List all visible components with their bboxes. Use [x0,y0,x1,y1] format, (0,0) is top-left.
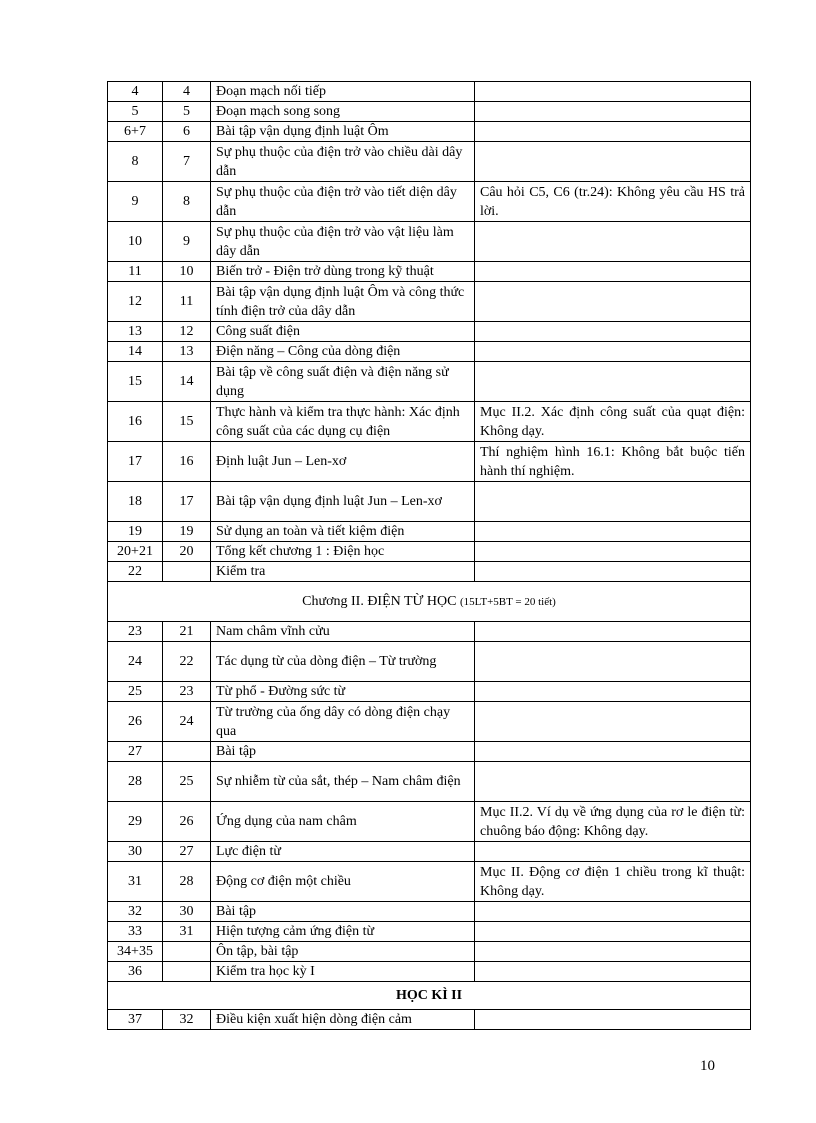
chapter-lesson-count: (15LT+5BT = 20 tiết) [459,595,556,608]
period-cell: 33 [108,922,163,942]
adjustment-note-cell [475,522,751,542]
lesson-title-cell: Nam châm vĩnh cửu [211,622,475,642]
period-cell: 31 [108,862,163,902]
period-cell: 34+35 [108,942,163,962]
lesson-title-cell: Sự phụ thuộc của điện trở vào vật liệu làm dây dẫn [211,222,475,262]
table-row [108,222,751,262]
table-row [108,522,751,542]
table-row [108,122,751,142]
table-row [108,762,751,802]
lesson-title-cell: Kiểm tra [211,562,475,582]
lesson-title-cell: Điều kiện xuất hiện dòng điện cảm [211,1010,475,1030]
period-cell: 19 [108,522,163,542]
period-cell: 26 [108,702,163,742]
period-cell: 17 [108,442,163,482]
lesson-title-cell: Ôn tập, bài tập [211,942,475,962]
table-row [108,442,751,482]
lesson-title-cell: Bài tập [211,902,475,922]
lesson-title-cell: Bài tập vận dụng định luật Ôm [211,122,475,142]
adjustment-note-cell [475,942,751,962]
adjustment-note-cell [475,562,751,582]
table-row [108,402,751,442]
table-row [108,922,751,942]
lesson-cell [163,942,211,962]
table-row [108,842,751,862]
lesson-title-cell: Sử dụng an toàn và tiết kiệm điện [211,522,475,542]
table-row [108,942,751,962]
lesson-cell: 11 [163,282,211,322]
lesson-title-cell: Tổng kết chương 1 : Điện học [211,542,475,562]
table-row [108,322,751,342]
period-cell: 16 [108,402,163,442]
lesson-title-cell: Từ phổ - Đường sức từ [211,682,475,702]
lesson-cell: 22 [163,642,211,682]
adjustment-note-cell [475,682,751,702]
adjustment-note-cell: Câu hỏi C5, C6 (tr.24): Không yêu cầu HS trả lời. [475,182,751,222]
lesson-cell: 17 [163,482,211,522]
period-cell: 9 [108,182,163,222]
table-row [108,142,751,182]
table-row [108,342,751,362]
lesson-title-cell: Lực điện từ [211,842,475,862]
table-row [108,642,751,682]
adjustment-note-cell [475,82,751,102]
lesson-cell: 24 [163,702,211,742]
adjustment-note-cell [475,902,751,922]
period-cell: 25 [108,682,163,702]
adjustment-note-cell [475,962,751,982]
period-cell: 14 [108,342,163,362]
adjustment-note-cell: Mục II.2. Xác định công suất của quạt điện: Không dạy. [475,402,751,442]
table-row [108,102,751,122]
lesson-cell: 30 [163,902,211,922]
period-cell: 13 [108,322,163,342]
semester-heading: HỌC KÌ II [108,982,751,1010]
lesson-title-cell: Động cơ điện một chiều [211,862,475,902]
lesson-cell [163,562,211,582]
period-cell: 24 [108,642,163,682]
lesson-cell: 8 [163,182,211,222]
table-row [108,962,751,982]
adjustment-note-cell [475,342,751,362]
lesson-title-cell: Từ trường của ống dây có dòng điện chạy qua [211,702,475,742]
period-cell: 32 [108,902,163,922]
period-cell: 36 [108,962,163,982]
period-cell: 22 [108,562,163,582]
adjustment-note-cell: Thí nghiệm hình 16.1: Không bắt buộc tiến hành thí nghiệm. [475,442,751,482]
table-row [108,482,751,522]
adjustment-note-cell [475,482,751,522]
lesson-cell [163,742,211,762]
table-row [108,1010,751,1030]
period-cell: 28 [108,762,163,802]
lesson-title-cell: Thực hành và kiểm tra thực hành: Xác định công suất của các dụng cụ điện [211,402,475,442]
chapter-title: Chương II. ĐIỆN TỪ HỌC [302,593,457,609]
lesson-title-cell: Biến trở - Điện trở dùng trong kỹ thuật [211,262,475,282]
lesson-cell: 21 [163,622,211,642]
adjustment-note-cell [475,322,751,342]
adjustment-note-cell: Mục II. Động cơ điện 1 chiều trong kĩ thuật: Không dạy. [475,862,751,902]
lesson-cell: 27 [163,842,211,862]
lesson-cell: 13 [163,342,211,362]
lesson-title-cell: Bài tập về công suất điện và điện năng sử dụng [211,362,475,402]
semester2-rows [108,1010,751,1030]
adjustment-note-cell [475,142,751,182]
adjustment-note-cell [475,842,751,862]
adjustment-note-cell [475,622,751,642]
period-cell: 37 [108,1010,163,1030]
chapter-heading-row [108,582,751,622]
adjustment-note-cell [475,702,751,742]
lesson-title-cell: Đoạn mạch nối tiếp [211,82,475,102]
lesson-title-cell: Sự nhiễm từ của sắt, thép – Nam châm điện [211,762,475,802]
period-cell: 27 [108,742,163,762]
table-row [108,182,751,222]
lesson-cell: 6 [163,122,211,142]
lesson-title-cell: Ứng dụng của nam châm [211,802,475,842]
lesson-title-cell: Công suất điện [211,322,475,342]
adjustment-note-cell [475,102,751,122]
adjustment-note-cell [475,122,751,142]
lesson-cell: 10 [163,262,211,282]
chapter2-rows [108,622,751,982]
table-row [108,802,751,842]
table-row [108,282,751,322]
table-row [108,362,751,402]
period-cell: 5 [108,102,163,122]
period-cell: 15 [108,362,163,402]
adjustment-note-cell [475,1010,751,1030]
table-row [108,742,751,762]
adjustment-note-cell [475,362,751,402]
semester-heading-row [108,982,751,1010]
semester-header-group [108,982,751,1010]
chapter2-header-group [108,582,751,622]
lesson-cell: 4 [163,82,211,102]
adjustment-note-cell [475,542,751,562]
period-cell: 23 [108,622,163,642]
lesson-title-cell: Kiểm tra học kỳ I [211,962,475,982]
lesson-title-cell: Bài tập vận dụng định luật Ôm và công thức tính điện trở của dây dẫn [211,282,475,322]
lesson-cell: 5 [163,102,211,122]
table-row [108,622,751,642]
period-cell: 12 [108,282,163,322]
lesson-title-cell: Điện năng – Công của dòng điện [211,342,475,362]
table-row [108,262,751,282]
period-cell: 20+21 [108,542,163,562]
lesson-title-cell: Bài tập vận dụng định luật Jun – Len-xơ [211,482,475,522]
page-number: 10 [700,1058,715,1074]
lesson-title-cell: Sự phụ thuộc của điện trở vào tiết diện dây dẫn [211,182,475,222]
lesson-title-cell: Hiện tượng cảm ứng điện từ [211,922,475,942]
table-row [108,562,751,582]
table-row [108,702,751,742]
lesson-cell [163,962,211,982]
period-cell: 6+7 [108,122,163,142]
lesson-cell: 31 [163,922,211,942]
lesson-cell: 28 [163,862,211,902]
lesson-title-cell: Tác dụng từ của dòng điện – Từ trường [211,642,475,682]
adjustment-note-cell [475,642,751,682]
lesson-title-cell: Bài tập [211,742,475,762]
adjustment-note-cell [475,282,751,322]
period-cell: 11 [108,262,163,282]
period-cell: 18 [108,482,163,522]
lesson-cell: 20 [163,542,211,562]
lesson-cell: 7 [163,142,211,182]
table-row [108,902,751,922]
lesson-title-cell: Định luật Jun – Len-xơ [211,442,475,482]
chapter-heading [108,582,751,622]
lesson-title-cell: Sự phụ thuộc của điện trở vào chiều dài dây dẫn [211,142,475,182]
period-cell: 29 [108,802,163,842]
lesson-cell: 15 [163,402,211,442]
adjustment-note-cell [475,762,751,802]
lesson-cell: 23 [163,682,211,702]
adjustment-note-cell [475,222,751,262]
lesson-cell: 12 [163,322,211,342]
period-cell: 30 [108,842,163,862]
syllabus-table [107,81,751,1030]
period-cell: 10 [108,222,163,262]
table-row [108,682,751,702]
chapter1-rows [108,82,751,582]
table-row [108,862,751,902]
adjustment-note-cell [475,922,751,942]
lesson-cell: 16 [163,442,211,482]
lesson-cell: 32 [163,1010,211,1030]
table-row [108,542,751,562]
adjustment-note-cell [475,742,751,762]
adjustment-note-cell: Mục II.2. Ví dụ về ứng dụng của rơ le điện từ: chuông báo động: Không dạy. [475,802,751,842]
lesson-cell: 9 [163,222,211,262]
lesson-cell: 14 [163,362,211,402]
lesson-cell: 26 [163,802,211,842]
lesson-cell: 25 [163,762,211,802]
period-cell: 4 [108,82,163,102]
lesson-title-cell: Đoạn mạch song song [211,102,475,122]
adjustment-note-cell [475,262,751,282]
table-row [108,82,751,102]
lesson-cell: 19 [163,522,211,542]
period-cell: 8 [108,142,163,182]
